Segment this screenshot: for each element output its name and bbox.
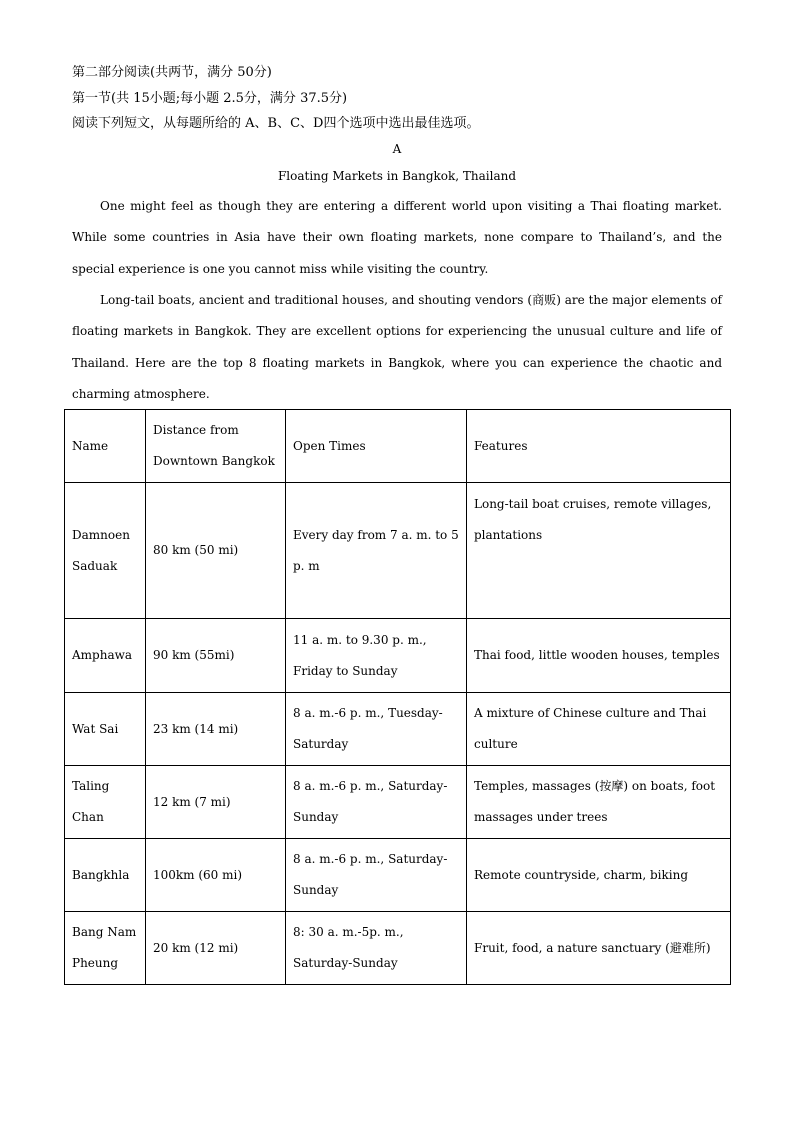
header-cell: Features [467,410,731,483]
market-name: Wat Sai [65,693,146,766]
section-heading: 第一节(共 15小题;每小题 2.5分，满分 37.5分) [72,91,348,106]
passage-title: Floating Markets in Bangkok, Thailand [277,169,517,183]
market-distance: 100km (60 mi) [146,839,286,912]
market-name: Bang Nam Pheung [65,912,146,985]
header-cell: Distance from Downtown Bangkok [146,410,286,483]
table-row [65,766,731,839]
part-heading: 第二部分阅读(共两节，满分 50分) [72,65,272,80]
market-open-times: 8 a. m.-6 p. m., Tuesday-Saturday [286,693,467,766]
table-header-row [65,410,731,483]
table-row [65,693,731,766]
market-distance: 23 km (14 mi) [146,693,286,766]
market-features: Fruit, food, a nature sanctuary (避难所) [467,912,731,985]
market-features: A mixture of Chinese culture and Thai culture [467,693,731,766]
table-row [65,839,731,912]
market-distance: 20 km (12 mi) [146,912,286,985]
market-distance: 80 km (50 mi) [146,483,286,619]
instruction-text: 阅读下列短文，从每题所给的 A、B、C、D四个选项中选出最佳选项。 [72,116,480,131]
market-open-times: 8 a. m.-6 p. m., Saturday-Sunday [286,839,467,912]
table-row [65,912,731,985]
market-name: Amphawa [65,619,146,693]
market-name: Taling Chan [65,766,146,839]
market-open-times: 8 a. m.-6 p. m., Saturday-Sunday [286,766,467,839]
market-open-times: 11 a. m. to 9.30 p. m., Friday to Sunday [286,619,467,693]
passage-letter: A [392,142,402,156]
header-cell: Open Times [286,410,467,483]
market-name: Bangkhla [65,839,146,912]
table-row [65,483,731,619]
paragraph-2: Long-tail boats, ancient and traditional houses, and shouting vendors (商贩) are the major elements of floating markets in Bangkok. They are excellent options for experiencing the unusual culture and life of Thailand. Here are the top 8 floating markets in Bangkok, where you can experience the chaotic and charming atmosphere. [72,293,722,401]
market-open-times: 8: 30 a. m.-5p. m., Saturday-Sunday [286,912,467,985]
floating-markets-table [64,409,731,985]
market-name: Damnoen Saduak [65,483,146,619]
market-open-times: Every day from 7 a. m. to 5 p. m [286,483,467,619]
table-row [65,619,731,693]
header-cell: Name [65,410,146,483]
paragraph-1: One might feel as though they are entering a different world upon visiting a Thai floating market. While some countries in Asia have their own floating markets, none compare to Thailand’s, and the special experience is one you cannot miss while visiting the country. [72,199,722,276]
market-distance: 90 km (55mi) [146,619,286,693]
market-features: Long-tail boat cruises, remote villages, plantations [467,483,731,619]
market-features: Temples, massages (按摩) on boats, foot massages under trees [467,766,731,839]
market-distance: 12 km (7 mi) [146,766,286,839]
market-features: Thai food, little wooden houses, temples [467,619,731,693]
market-features: Remote countryside, charm, biking [467,839,731,912]
